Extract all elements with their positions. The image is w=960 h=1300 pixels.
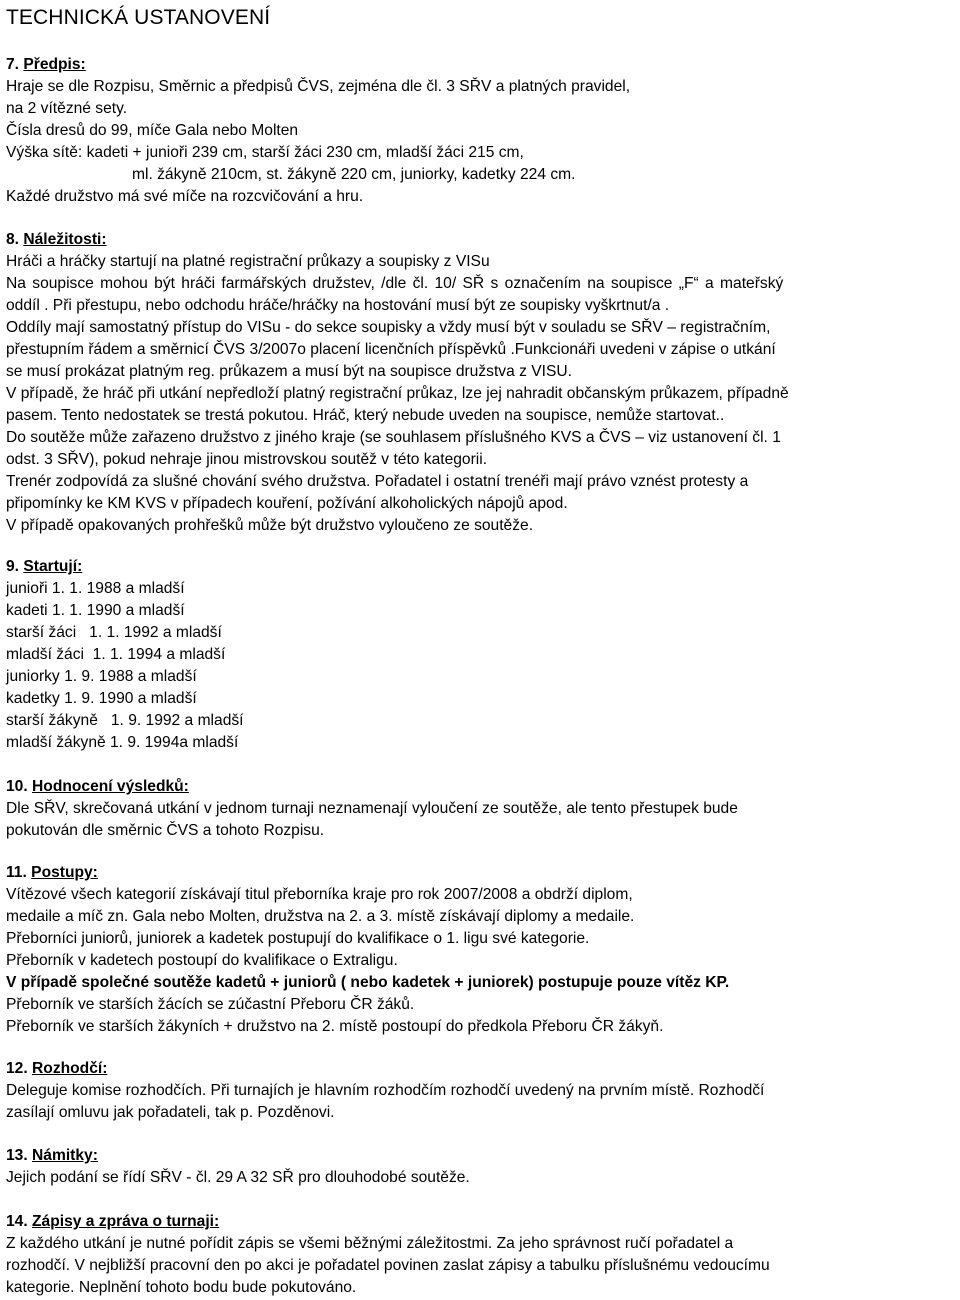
section-8-line: odst. 3 SŘV), pokud nehraje jinou mistrovskou soutěž v této kategorii. [6, 451, 488, 468]
section-8-line: Na soupisce mohou být hráči farmářských družstev, /dle čl. 10/ SŘ s označením na soupisce „F“ a mateřský [6, 275, 784, 292]
section-14-line: rozhodčí. V nejbližší pracovní den po akci je pořadatel povinen zaslat zápisy a tabulku příslušnému vedoucímu [6, 1257, 770, 1274]
section-7-heading [6, 54, 954, 76]
section-7-line: Čísla dresů do 99, míče Gala nebo Molten [6, 122, 299, 139]
section-12-line: zasílají omluvu jak pořadateli, tak p. Pozděnovi. [6, 1104, 335, 1121]
section-9-heading [6, 556, 954, 578]
section-11-line: Vítězové všech kategorií získávají titul přeborníka kraje pro rok 2007/2008 a obdrží diplom, [6, 886, 633, 903]
section-7-name: Předpis: [23, 56, 86, 73]
section-9-line: starší žáci 1. 1. 1992 a mladší [6, 624, 222, 641]
section-8-line: pasem. Tento nedostatek se trestá pokutou. Hráč, který nebude uveden na soupisce, nemůže startovat.. [6, 407, 725, 424]
section-7-line: na 2 vítězné sety. [6, 100, 128, 117]
section-14-line: Z každého utkání je nutné pořídit zápis se všemi běžnými záležitostmi. Za jeho správnost ručí pořadatel a [6, 1235, 734, 1252]
section-9-line: mladší žákyně 1. 9. 1994a mladší [6, 734, 239, 751]
section-9-line: juniorky 1. 9. 1988 a mladší [6, 668, 197, 685]
section-8-line: se musí prokázat platným reg. průkazem a musí být na soupisce družstva z VISU. [6, 363, 572, 380]
section-12-line: Deleguje komise rozhodčích. Při turnajích je hlavním rozhodčím rozhodčí uvedený na prvním místě. Rozhodčí [6, 1082, 765, 1099]
section-7-line: Každé družstvo má své míče na rozcvičování a hru. [6, 188, 364, 205]
section-9 [6, 556, 954, 754]
section-10-heading [6, 776, 954, 798]
section-9-number: 9. [6, 558, 20, 575]
section-14-heading [6, 1211, 954, 1233]
section-14-name: Zápisy a zpráva o turnaji: [32, 1213, 220, 1230]
section-8-line: Trenér zodpovídá za slušné chování svého družstva. Pořadatel i ostatní trenéři mají právo vznést protesty a [6, 473, 749, 490]
section-7-line: ml. žákyně 210cm, st. žákyně 220 cm, juniorky, kadetky 224 cm. [132, 166, 576, 183]
section-9-name: Startují: [23, 558, 83, 575]
section-8-line: připomínky ke KM KVS v případech kouření, požívání alkoholických nápojů apod. [6, 495, 568, 512]
section-13-name: Námitky: [32, 1147, 98, 1164]
page-title: TECHNICKÁ USTANOVENÍ [6, 6, 271, 29]
section-13-heading [6, 1145, 954, 1167]
section-11-line: Přeborník ve starších žákyních + družstvo na 2. místě postoupí do předkola Přeboru ČR žákyň. [6, 1018, 664, 1035]
section-11-line: medaile a míč zn. Gala nebo Molten, družstva na 2. a 3. místě získávají diplomy a medaile. [6, 908, 635, 925]
section-11-number: 11. [6, 864, 27, 881]
section-11 [6, 862, 954, 1038]
section-8-line: Do soutěže může zařazeno družstvo z jiného kraje (se souhlasem příslušného KVS a ČVS – viz ustanovení čl. 1 [6, 429, 781, 446]
section-9-line: kadeti 1. 1. 1990 a mladší [6, 602, 185, 619]
section-7-line: Hraje se dle Rozpisu, Směrnic a předpisů ČVS, zejména dle čl. 3 SŘV a platných pravidel, [6, 78, 631, 95]
section-10-number: 10. [6, 778, 28, 795]
section-14-line: kategorie. Neplnění tohoto bodu bude pokutováno. [6, 1279, 357, 1296]
section-9-line: kadetky 1. 9. 1990 a mladší [6, 690, 197, 707]
section-7 [6, 54, 954, 208]
section-8-line: Oddíly mají samostatný přístup do VISu - do sekce soupisky a vždy musí být v souladu se SŘV – registračním, [6, 319, 771, 336]
section-8-line: V případě opakovaných prohřešků může být družstvo vyloučeno ze soutěže. [6, 517, 534, 534]
section-14 [6, 1211, 954, 1299]
section-7-number: 7. [6, 56, 20, 73]
section-8-line: přestupním řádem a směrnicí ČVS 3/2007o placení licenčních příspěvků .Funkcionáři uvedeni v zápise o utkání [6, 341, 776, 358]
section-9-line: junioři 1. 1. 1988 a mladší [6, 580, 185, 597]
section-10-line: pokutován dle směrnic ČVS a tohoto Rozpisu. [6, 822, 325, 839]
section-8-line: oddíl . Při přestupu, nebo odchodu hráče/hráčky na hostování musí být ze soupisky vyškrtnut/a . [6, 297, 670, 314]
section-11-line: Přeborník ve starších žácích se zúčastní Přeboru ČR žáků. [6, 996, 415, 1013]
section-9-line: starší žákyně 1. 9. 1992 a mladší [6, 712, 244, 729]
section-13-number: 13. [6, 1147, 28, 1164]
section-11-line: Přeborník v kadetech postoupí do kvalifikace o Extraligu. [6, 952, 398, 969]
section-10-name: Hodnocení výsledků: [32, 778, 189, 795]
section-12-heading [6, 1058, 954, 1080]
section-11-line: V případě společné soutěže kadetů + juniorů ( nebo kadetek + juniorek) postupuje pouze vítěz KP. [6, 974, 730, 991]
section-12-name: Rozhodčí: [32, 1060, 108, 1077]
section-10 [6, 776, 954, 842]
section-9-line: mladší žáci 1. 1. 1994 a mladší [6, 646, 226, 663]
section-8-heading [6, 229, 954, 251]
section-11-line: Přeborníci juniorů, juniorek a kadetek postupují do kvalifikace o 1. ligu své kategorie. [6, 930, 590, 947]
section-13-line: Jejich podání se řídí SŘV - čl. 29 A 32 SŘ pro dlouhodobé soutěže. [6, 1169, 470, 1186]
section-8 [6, 229, 954, 537]
section-10-line: Dle SŘV, skrečovaná utkání v jednom turnaji neznamenají vyloučení ze soutěže, ale tento přestupek bude [6, 800, 738, 817]
section-12-number: 12. [6, 1060, 28, 1077]
section-8-name: Náležitosti: [23, 231, 107, 248]
section-12 [6, 1058, 954, 1124]
section-8-number: 8. [6, 231, 20, 248]
section-11-name: Postupy: [31, 864, 98, 881]
section-11-heading [6, 862, 954, 884]
section-8-line: V případě, že hráč při utkání nepředloží platný registrační průkaz, lze jej nahradit občanským průkazem, případně [6, 385, 789, 402]
section-13 [6, 1145, 954, 1189]
section-8-line: Hráči a hráčky startují na platné registrační průkazy a soupisky z VISu [6, 253, 490, 270]
section-14-number: 14. [6, 1213, 28, 1230]
section-7-line: Výška sítě: kadeti + junioři 239 cm, starší žáci 230 cm, mladší žáci 215 cm, [6, 144, 524, 161]
